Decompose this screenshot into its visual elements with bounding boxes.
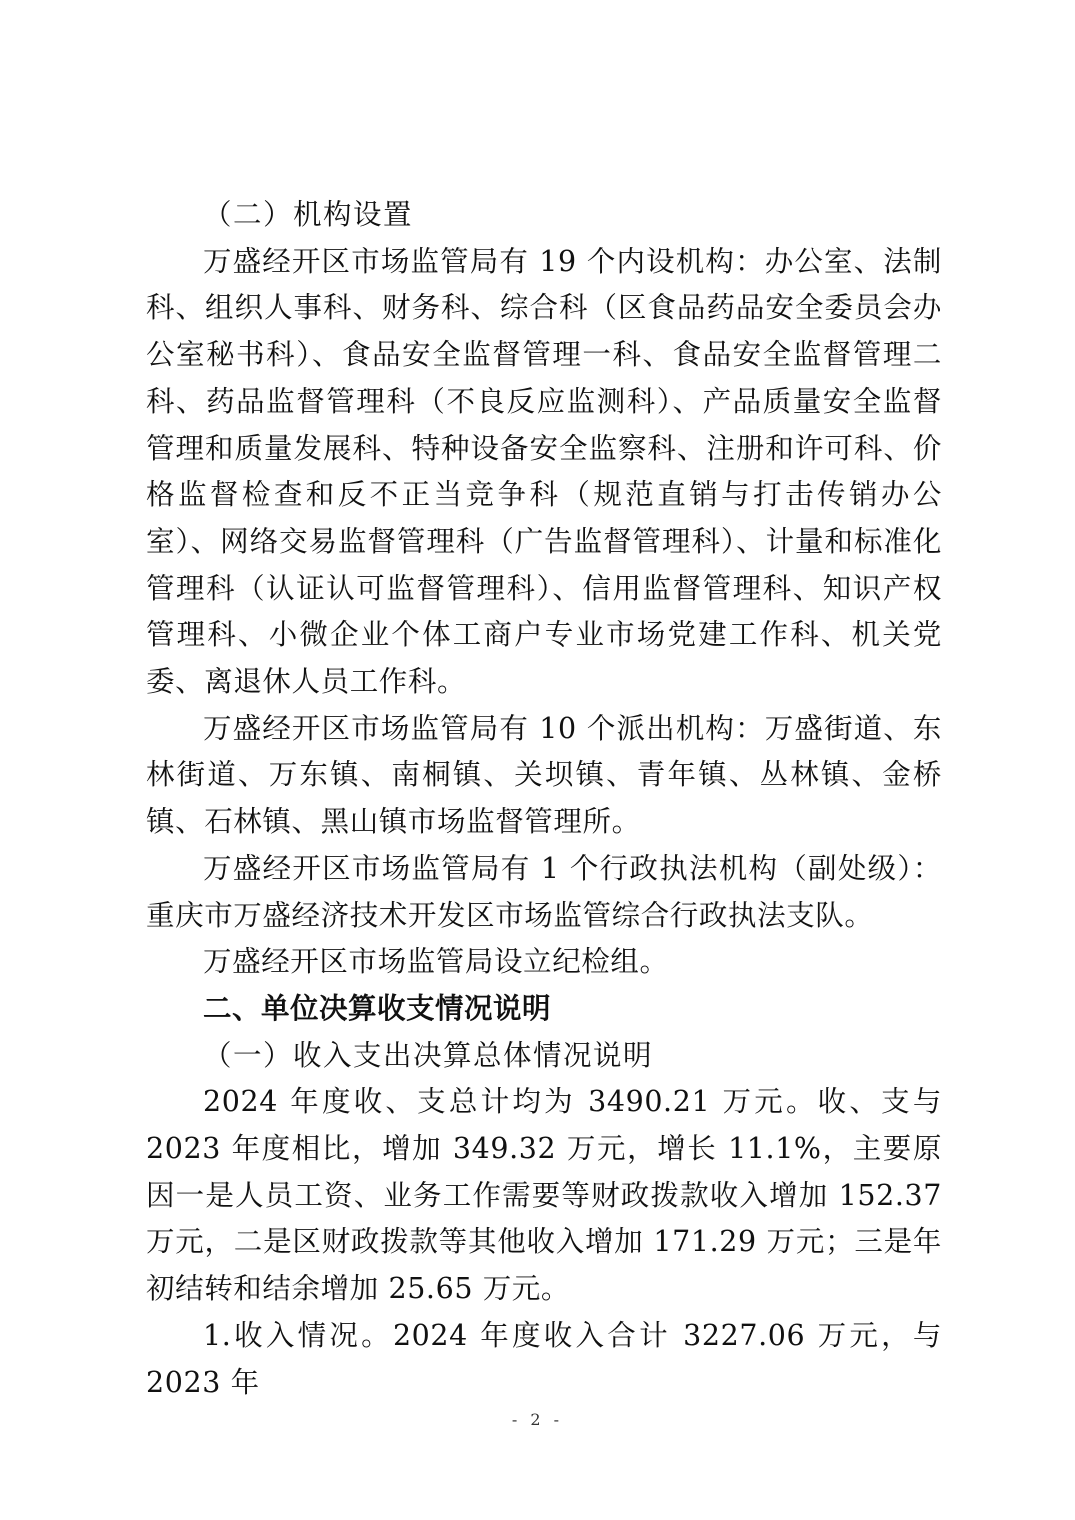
paragraph-dispatched-units: 万盛经开区市场监管局有 10 个派出机构：万盛街道、东林街道、万东镇、南桐镇、关坝镇、青年镇、丛林镇、金桥镇、石林镇、黑山镇市场监督管理所。 — [146, 711, 942, 839]
paragraph-internal-units: 万盛经开区市场监管局有 19 个内设机构：办公室、法制科、组织人事科、财务科、综合科（区食品药品安全委员会办公室秘书科）、食品安全监督管理一科、食品安全监督管理二科、药品监督管理科（不良反应监测科）、产品质量安全监督管理和质量发展科、特种设备安全监察科、注册和许可科、价格监督检查和反不正当竞争科（规范直销与打击传销办公室）、网络交易监督管理科（广告监督管理科）、计量和标准化管理科（认证认可监督管理科）、信用监督管理科、知识产权管理科、小微企业个体工商户专业市场党建工作科、机关党委、离退休人员工作科。 — [146, 244, 942, 699]
section-heading-budget: 二、单位决算收支情况说明 — [203, 991, 552, 1025]
subsection-heading-overview: （一）收入支出决算总体情况说明 — [203, 1038, 654, 1072]
paragraph-discipline-group: 万盛经开区市场监管局设立纪检组。 — [203, 945, 669, 979]
paragraph-budget-overview: 2024 年度收、支总计均为 3490.21 万元。收、支与 2023 年度相比，增加 349.32 万元，增长 11.1%，主要原因一是人员工资、业务工作需要等财政拨款收入增加 152.37 万元，二是区财政拨款等其他收入增加 171.29 万元；三是年初结转和结余增加 25.65 万元。 — [146, 1085, 942, 1306]
section-heading-org: （二）机构设置 — [203, 198, 414, 231]
paragraph-income: 1.收入情况。2024 年度收入合计 3227.06 万元，与 2023 年 — [146, 1318, 942, 1399]
paragraph-enforcement-unit: 万盛经开区市场监管局有 1 个行政执法机构（副处级）：重庆市万盛经济技术开发区市场监管综合行政执法支队。 — [146, 851, 942, 932]
body-text — [146, 192, 942, 1406]
page-number: - 2 - — [511, 1410, 564, 1429]
